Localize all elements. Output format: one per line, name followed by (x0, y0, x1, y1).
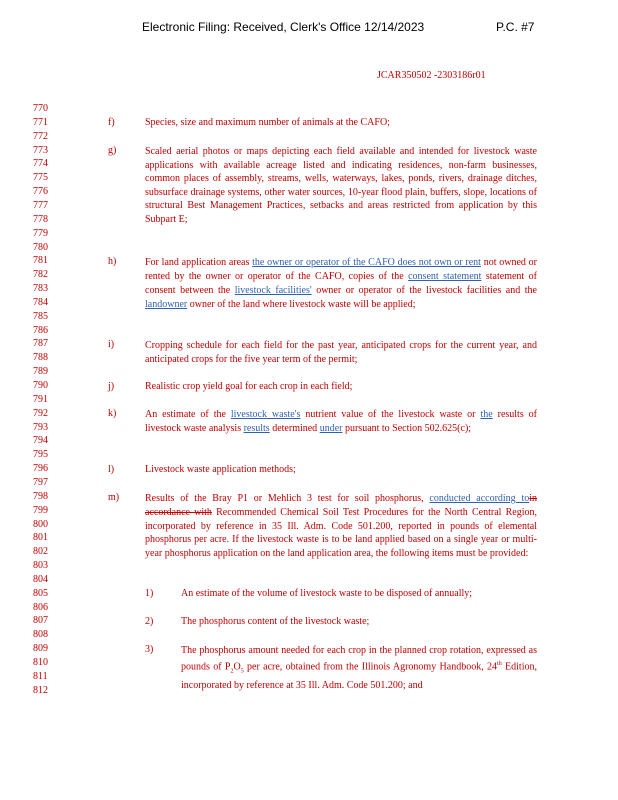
text-run: For land application areas (145, 257, 253, 268)
inserted-text: landowner (145, 299, 188, 310)
line-number: 804 (33, 573, 48, 585)
subitem-label-2: 2) (145, 616, 154, 627)
inserted-text: results (243, 422, 270, 434)
text-run: O (233, 661, 241, 673)
line-number: 790 (33, 380, 48, 391)
inserted-text: livestock facilities' (234, 285, 312, 296)
text-run: An estimate of the (145, 409, 231, 420)
line-number: 772 (33, 130, 48, 142)
text-run: pursuant to Section 502.625(c); (342, 422, 472, 434)
line-number: 791 (33, 393, 48, 405)
line-number: 799 (33, 504, 48, 516)
subitem-label-3: 3) (145, 644, 154, 655)
line-number: 802 (33, 546, 48, 558)
line-number: 786 (33, 324, 48, 336)
line-number: 801 (33, 532, 48, 544)
subitem-text-3 (181, 644, 537, 693)
inserted-text: conducted according to (429, 493, 530, 504)
line-number: 776 (33, 186, 48, 198)
item-text-k (145, 408, 537, 435)
line-number: 798 (33, 490, 48, 502)
inserted-text: the (480, 409, 493, 420)
line-number: 785 (33, 310, 48, 322)
line-number: 812 (33, 684, 48, 696)
item-text-l: Livestock waste application methods; (145, 464, 296, 475)
item-text-h (145, 256, 537, 312)
filing-stamp: Electronic Filing: Received, Clerk's Office 12/14/2023 (142, 20, 425, 34)
text-run: owner or operator of the livestock facilities and the (311, 285, 537, 296)
item-text-g: Scaled aerial photos or maps depicting each field available and intended for livestock waste applications with available acreage listed and indicating residences, non-farm businesses, common places of assembly, streams, wells, waterways, lakes, ponds, rivers, drainage ditches, subsurface drainage systems, other water sources, 10-year flood plain, buffers, slope, locations of structural Best Management Practices, setbacks and areas restricted from application by this Subpart E; (145, 146, 537, 225)
item-label-h: h) (108, 256, 117, 267)
line-number: 792 (33, 407, 48, 419)
text-run: The phosphorus amount needed for each crop in the planned crop rotation, expressed as pounds of P (181, 645, 537, 673)
text-run: Edition, incorporated by reference at 35 Ill. Adm. Code 501.200; and (181, 661, 537, 691)
line-number: 781 (33, 255, 48, 267)
subscript: 5 (240, 668, 244, 675)
subitem-label-1: 1) (145, 588, 154, 599)
line-number: 809 (33, 643, 48, 655)
text-run: per acre, obtained from the Illinois Agronomy Handbook, 24 (243, 661, 498, 673)
item-label-g: g) (108, 145, 117, 156)
filing-header (0, 20, 618, 36)
line-number: 800 (33, 518, 48, 530)
line-number: 789 (33, 366, 48, 378)
line-number: 811 (33, 670, 48, 682)
subitem-text-1: An estimate of the volume of livestock waste to be disposed of annually; (181, 588, 473, 599)
line-number: 774 (33, 158, 48, 170)
line-number: 779 (33, 227, 48, 239)
text-run: Results of the Bray P1 or Mehlich 3 test for soil phosphorus, (145, 493, 430, 504)
text-run: not owned or rented by the owner or operator of the CAFO, copies of the (145, 257, 538, 282)
line-number: 778 (33, 213, 48, 225)
item-text-m (145, 492, 537, 561)
inserted-text: the owner or operator of the CAFO does not own or rent (252, 257, 481, 268)
line-number: 771 (33, 116, 48, 128)
inserted-text: consent statement (408, 271, 482, 282)
line-number: 808 (33, 629, 48, 641)
item-label-l: l) (108, 464, 115, 475)
line-number: 775 (33, 172, 48, 184)
text-run: determined (269, 422, 320, 434)
line-number: 805 (33, 587, 48, 599)
line-number: 773 (33, 144, 48, 156)
item-text-i: Cropping schedule for each field for the past year, anticipated crops for the current year, and anticipated crops for the five year term of the permit; (145, 340, 537, 365)
line-number: 782 (33, 269, 48, 281)
line-number: 803 (33, 560, 48, 572)
text-run: owner of the land where livestock waste will be applied; (187, 299, 416, 310)
line-number: 807 (33, 615, 48, 627)
text-run: statement of consent between the (145, 271, 537, 296)
item-label-f: f) (108, 117, 115, 128)
text-run: results of livestock waste analysis (145, 409, 537, 434)
text-run: nutrient value of the livestock waste or (300, 409, 481, 420)
line-number: 797 (33, 476, 48, 488)
text-run: Recommended Chemical Soil Test Procedures for the North Central Region, incorporated by reference in 35 Ill. Adm. Code 501.200, reported in pounds of elemental phosphorus per acre. If the livestock waste is to be land applied based on a single year or multi-year phosphorus application on the land application area, the following items must be provided: (145, 506, 537, 560)
item-label-k: k) (108, 408, 117, 419)
line-number: 787 (33, 338, 48, 350)
pc-number: P.C. #7 (496, 20, 535, 34)
document-id: JCAR350502 -2303186r01 (377, 70, 486, 81)
line-number: 796 (33, 463, 48, 475)
item-text-j: Realistic crop yield goal for each crop in each field; (145, 381, 353, 392)
item-text-f: Species, size and maximum number of animals at the CAFO; (145, 117, 390, 128)
line-number: 783 (33, 283, 48, 295)
item-label-j: j) (108, 381, 115, 392)
deleted-text: in accordance with (145, 493, 538, 518)
line-number: 793 (33, 421, 48, 433)
item-label-m: m) (108, 492, 120, 503)
line-number: 810 (33, 657, 48, 668)
line-number: 806 (33, 601, 48, 613)
line-number: 777 (33, 199, 48, 211)
item-label-i: i) (108, 339, 115, 350)
line-number: 784 (33, 296, 48, 308)
line-number: 795 (33, 449, 48, 461)
superscript: th (497, 660, 502, 667)
subitem-text-2: The phosphorus content of the livestock waste; (181, 616, 370, 627)
line-number: 794 (33, 435, 48, 447)
subscript: 2 (230, 668, 234, 675)
line-number: 770 (33, 103, 48, 114)
inserted-text: livestock waste's (230, 409, 301, 420)
inserted-text: under (319, 422, 343, 434)
line-number: 788 (33, 352, 48, 364)
line-number: 780 (33, 241, 48, 253)
